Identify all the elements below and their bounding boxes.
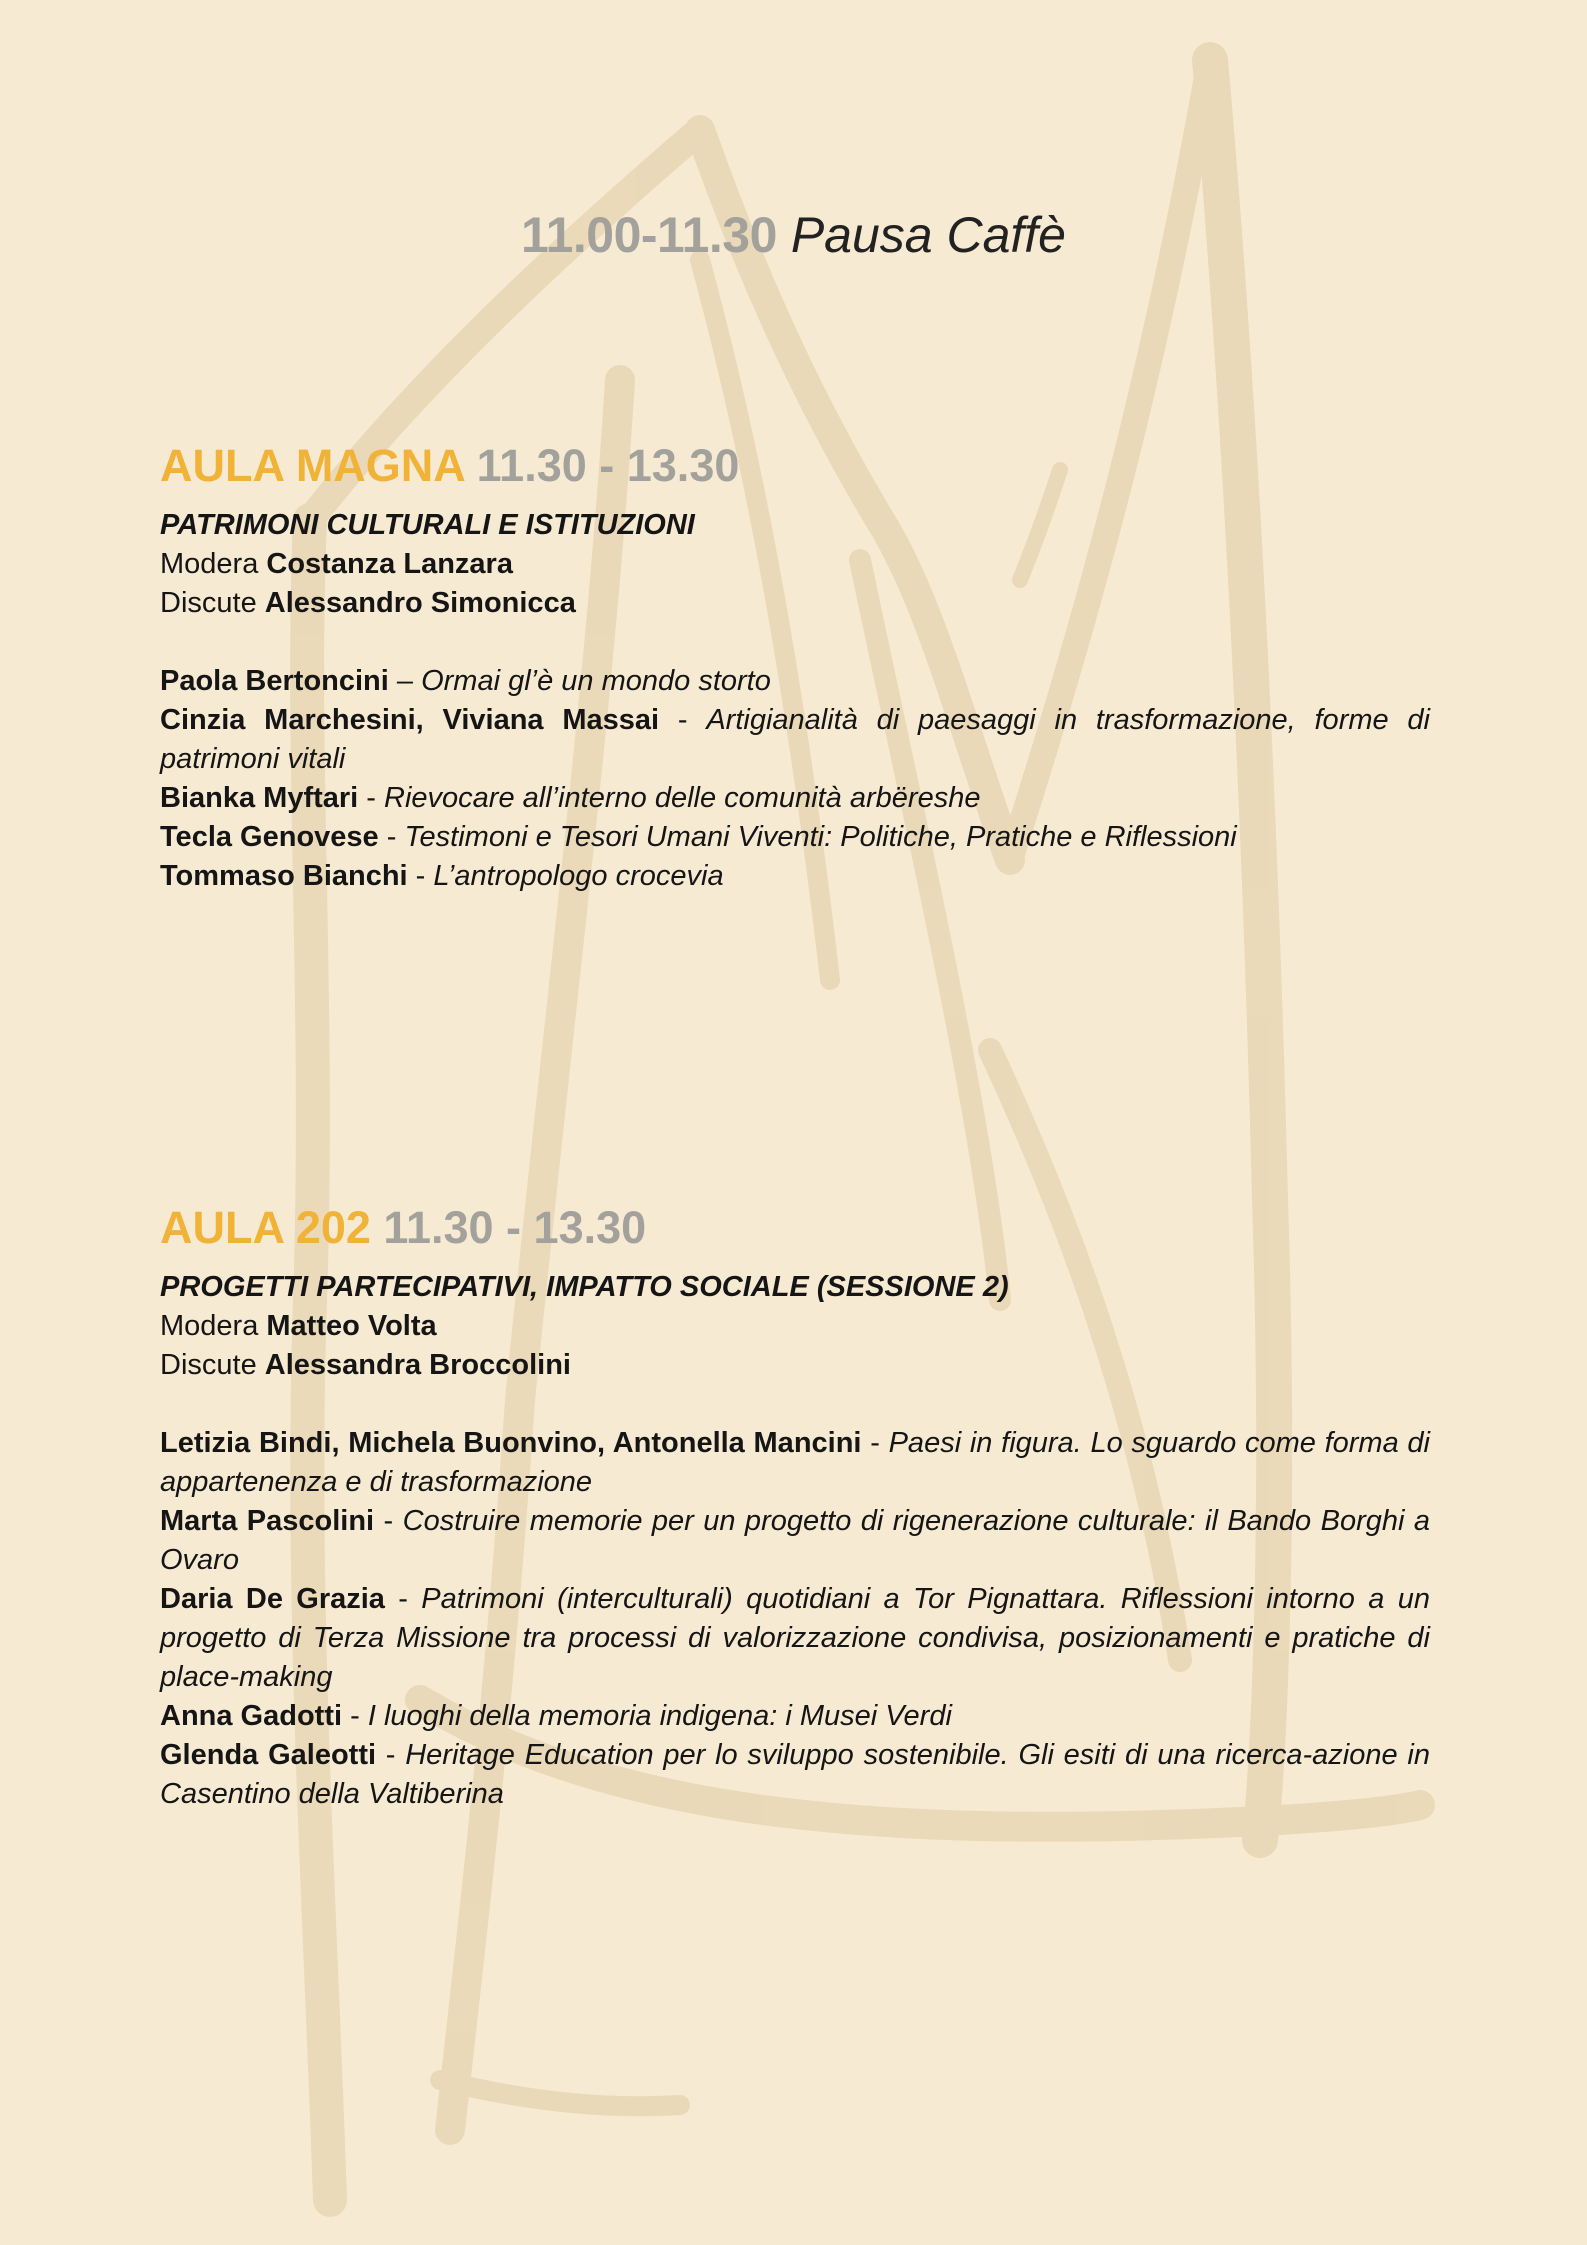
talk-separator: -: [342, 1700, 368, 1732]
talk-separator: -: [659, 704, 707, 736]
discussant-prefix: Discute: [160, 1349, 257, 1381]
talk-separator: -: [358, 782, 385, 814]
talk-item: [160, 1697, 1430, 1736]
discussant-prefix: Discute: [160, 587, 257, 619]
session-room: AULA 202: [160, 1202, 371, 1253]
talk-title: Ormai gl’è un mondo storto: [421, 665, 771, 697]
talk-item: [160, 818, 1430, 857]
talk-item: [160, 857, 1430, 896]
session-aula-202: [160, 1198, 1430, 1814]
session-theme: PROGETTI PARTECIPATIVI, IMPATTO SOCIALE (SESSIONE 2): [160, 1271, 1009, 1303]
talk-authors: Bianka Myftari: [160, 782, 359, 814]
session-heading: [160, 436, 1430, 496]
talk-authors: Paola Bertoncini: [160, 665, 389, 697]
talk-item: [160, 1580, 1430, 1697]
talk-title: Paesi in figura. Lo sguardo come forma di appartenenza e di trasformazione: [160, 1427, 1430, 1498]
talk-item: [160, 779, 1430, 818]
talk-title: Artigianalità di paesaggi in trasformazione, forme di patrimoni vitali: [160, 704, 1430, 775]
talk-list: [160, 662, 1430, 896]
session-room: AULA MAGNA: [160, 440, 465, 491]
moderator-prefix: Modera: [160, 548, 259, 580]
talk-authors: Daria De Grazia: [160, 1583, 385, 1615]
talk-item: [160, 1424, 1430, 1502]
moderator-line: [160, 545, 1430, 584]
discussant-name: Alessandra Broccolini: [264, 1349, 571, 1381]
break-time: 11.00-11.30: [521, 207, 777, 263]
talk-authors: Cinzia Marchesini, Viviana Massai: [160, 704, 660, 736]
talk-separator: –: [388, 665, 422, 697]
session-time: 11.30 - 13.30: [383, 1202, 647, 1253]
talk-title: Testimoni e Tesori Umani Viventi: Politiche, Pratiche e Riflessioni: [404, 821, 1237, 853]
talk-authors: Tecla Genovese: [160, 821, 379, 853]
moderator-name: Matteo Volta: [266, 1310, 437, 1342]
talk-separator: -: [378, 821, 405, 853]
talk-authors: Glenda Galeotti: [160, 1739, 377, 1771]
talk-separator: -: [861, 1427, 889, 1459]
talk-item: [160, 1736, 1430, 1814]
talk-item: [160, 701, 1430, 779]
talk-separator: -: [407, 860, 434, 892]
session-heading: [160, 1198, 1430, 1258]
talk-item: [160, 1502, 1430, 1580]
talk-title: I luoghi della memoria indigena: i Musei Verdi: [367, 1700, 952, 1732]
coffee-break-line: [0, 200, 1587, 270]
discussant-line: [160, 1346, 1430, 1385]
talk-list: [160, 1424, 1430, 1814]
talk-separator: -: [384, 1583, 422, 1615]
moderator-line: [160, 1307, 1430, 1346]
talk-authors: Letizia Bindi, Michela Buonvino, Antonella Mancini: [160, 1427, 862, 1459]
talk-authors: Tommaso Bianchi: [160, 860, 408, 892]
talk-item: [160, 662, 1430, 701]
talk-title: Heritage Education per lo sviluppo sostenibile. Gli esiti di una ricerca-azione in Casentino della Valtiberina: [160, 1739, 1430, 1810]
talk-authors: Anna Gadotti: [160, 1700, 343, 1732]
discussant-name: Alessandro Simonicca: [264, 587, 576, 619]
session-time: 11.30 - 13.30: [476, 440, 740, 491]
discussant-line: [160, 584, 1430, 623]
moderator-name: Costanza Lanzara: [266, 548, 513, 580]
talk-title: Costruire memorie per un progetto di rigenerazione culturale: il Bando Borghi a Ovaro: [160, 1505, 1430, 1576]
moderator-prefix: Modera: [160, 1310, 259, 1342]
talk-authors: Marta Pascolini: [160, 1505, 375, 1537]
talk-title: L’antropologo crocevia: [433, 860, 724, 892]
break-label: Pausa Caffè: [790, 207, 1066, 263]
session-aula-magna: [160, 436, 1430, 896]
talk-title: Rievocare all’interno delle comunità arbëreshe: [384, 782, 981, 814]
talk-separator: -: [376, 1739, 406, 1771]
talk-separator: -: [374, 1505, 403, 1537]
session-theme: PATRIMONI CULTURALI E ISTITUZIONI: [160, 509, 695, 541]
talk-title: Patrimoni (interculturali) quotidiani a Tor Pignattara. Riflessioni intorno a un progetto di Terza Missione tra processi di valorizzazione condivisa, posizionamenti e pratiche di place-making: [160, 1583, 1430, 1693]
